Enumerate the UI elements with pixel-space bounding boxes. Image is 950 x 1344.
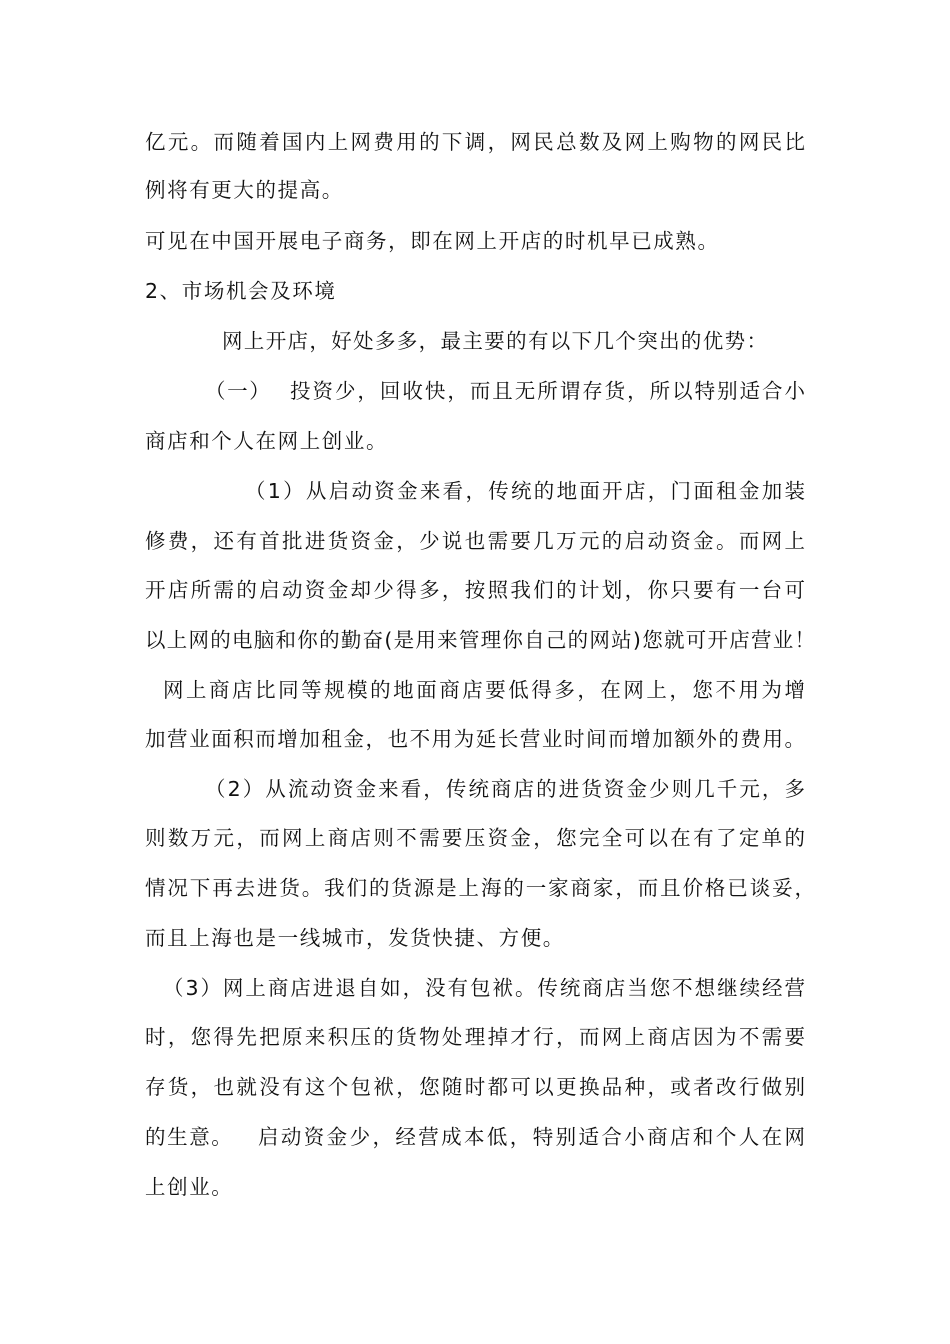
section-heading: 2、市场机会及环境 (145, 279, 337, 303)
paragraph-line: 以上网的电脑和你的勤奋(是用来管理你自己的网站)您就可开店营业！ (145, 628, 815, 652)
paragraph-line: 加营业面积而增加租金，也不用为延长营业时间而增加额外的费用。 (145, 727, 805, 751)
paragraph-line: 情况下再去进货。我们的货源是上海的一家商家，而且价格已谈妥， (145, 876, 815, 900)
paragraph-line: （3）网上商店进退自如，没有包袱。传统商店当您不想继续经营 (163, 976, 805, 1000)
paragraph-line: 则数万元，而网上商店则不需要压资金，您完全可以在有了定单的 (145, 826, 805, 850)
paragraph-line: 修费，还有首批进货资金，少说也需要几万元的启动资金。而网上 (145, 529, 805, 553)
paragraph-line: 的生意。 (145, 1125, 234, 1149)
paragraph-line: 例将有更大的提高。 (145, 178, 344, 202)
paragraph-line: 时，您得先把原来积压的货物处理掉才行，而网上商店因为不需要 (145, 1025, 805, 1049)
paragraph-line: 投资少，回收快，而且无所谓存货，所以特别适合小 (290, 379, 805, 403)
paragraph-line: 可见在中国开展电子商务，即在网上开店的时机早已成熟。 (145, 229, 720, 253)
paragraph-line: 启动资金少，经营成本低，特别适合小商店和个人在网 (258, 1125, 805, 1149)
paragraph-line: 存货，也就没有这个包袱，您随时都可以更换品种，或者改行做别 (145, 1075, 805, 1099)
paragraph-line: 而且上海也是一线城市，发货快捷、方便。 (145, 926, 565, 950)
paragraph-line: 开店所需的启动资金却少得多，按照我们的计划，你只要有一台可 (145, 578, 805, 602)
paragraph-line: 网上商店比同等规模的地面商店要低得多，在网上，您不用为增 (163, 678, 805, 702)
paragraph-line: （2）从流动资金来看，传统商店的进货资金少则几千元，多 (205, 777, 805, 801)
paragraph-line: 商店和个人在网上创业。 (145, 429, 389, 453)
paragraph-line: 上创业。 (145, 1175, 234, 1199)
list-marker: （一） (205, 379, 272, 403)
paragraph-line: 亿元。而随着国内上网费用的下调，网民总数及网上购物的网民比 (145, 130, 805, 154)
paragraph-line: 网上开店，好处多多，最主要的有以下几个突出的优势： (222, 329, 767, 353)
paragraph-line: （1）从启动资金来看，传统的地面开店，门面租金加装 (245, 479, 805, 503)
